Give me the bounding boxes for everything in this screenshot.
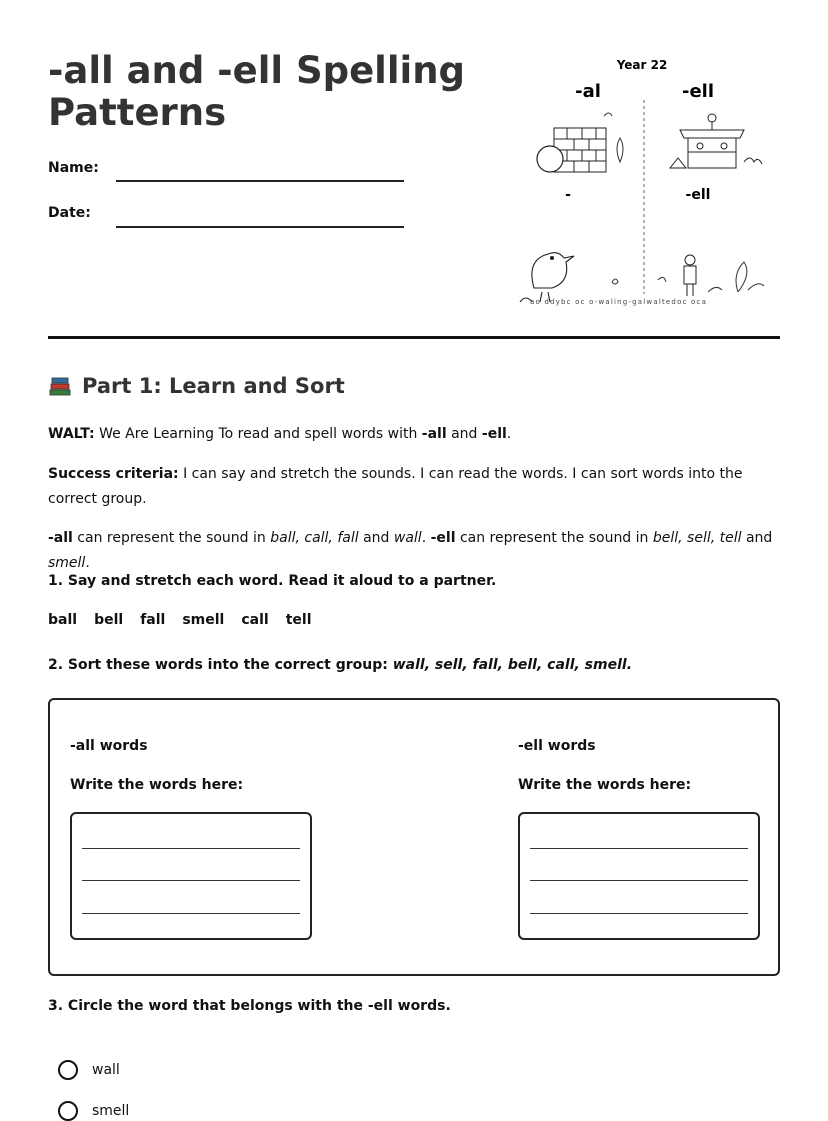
success-body: I can say and stretch the sounds. I can read the words. I can sort words into the correct group. [48, 466, 743, 507]
rep-and-1: and [358, 530, 394, 546]
radio-circle[interactable] [58, 1060, 78, 1080]
word-item: bell [94, 612, 124, 628]
sort-box [48, 698, 780, 976]
bird-icon [520, 253, 574, 302]
market-stall-icon [670, 114, 762, 168]
part1-title-text: Part 1: Learn and Sort [82, 374, 345, 398]
illus-year-label: Year 22 [616, 58, 668, 72]
question-3-prompt: 3. Circle the word that belongs with the -ell words. [48, 998, 451, 1014]
option-wall[interactable] [58, 1060, 120, 1080]
success-criteria [48, 462, 783, 512]
books-icon [48, 375, 72, 397]
walt-end: . [506, 426, 512, 442]
word-item: smell [182, 612, 225, 628]
write-line [82, 913, 300, 914]
success-label: Success criteria: [48, 466, 179, 482]
header-illustration [512, 52, 772, 308]
rep-text-1: can represent the sound in [72, 530, 271, 546]
rep-text-2: can represent the sound in [455, 530, 653, 546]
date-line[interactable] [116, 226, 404, 228]
child-figure-icon [684, 255, 696, 296]
illus-left-sub: - [565, 187, 571, 203]
sound-representation-text [48, 526, 783, 576]
question-2-prefix: 2. Sort these words into the correct group: [48, 657, 393, 673]
rep-ell-words: bell, sell, tell [652, 530, 742, 546]
illus-footer-text: ao ddybc oc o-waling-galwaltedoc oca [530, 298, 708, 306]
illus-right-sub: -ell [685, 187, 711, 203]
all-words-heading: -all words [70, 738, 148, 754]
option-smell[interactable] [58, 1101, 129, 1121]
write-line [530, 913, 748, 914]
all-words-write-box[interactable] [70, 812, 312, 940]
ell-words-write-box[interactable] [518, 812, 760, 940]
question-2-words: wall, sell, fall, bell, call, smell. [392, 657, 633, 673]
word-item: tell [285, 612, 312, 628]
ell-write-label: Write the words here: [518, 777, 692, 793]
header-divider [48, 336, 780, 339]
rep-ell: -ell [430, 530, 456, 546]
write-line [82, 880, 300, 881]
write-line [530, 848, 748, 849]
option-label: wall [92, 1062, 120, 1078]
question-1-prompt: 1. Say and stretch each word. Read it aloud to a partner. [48, 573, 497, 589]
walt-text [48, 422, 783, 447]
rep-dot-1: . [421, 530, 431, 546]
name-label: Name: [48, 160, 99, 176]
ell-words-heading: -ell words [518, 738, 596, 754]
word-list [48, 612, 312, 628]
question-2-prompt [48, 657, 632, 673]
part1-title [48, 374, 345, 398]
word-item: call [241, 612, 269, 628]
ball-icon [537, 146, 563, 172]
rep-and-2: and [741, 530, 773, 546]
rep-wall: wall [393, 530, 422, 546]
name-line[interactable] [116, 180, 404, 182]
walt-ell: -ell [481, 426, 507, 442]
rep-all: -all [48, 530, 73, 546]
word-item: ball [48, 612, 78, 628]
word-item: fall [140, 612, 166, 628]
walt-body: We Are Learning To read and spell words with [94, 426, 422, 442]
walt-and: and [446, 426, 482, 442]
page-title [48, 50, 468, 134]
illus-left-heading: -al [575, 81, 601, 102]
date-label: Date: [48, 205, 91, 221]
rep-dot-2: . [85, 555, 90, 571]
walt-all: -all [421, 426, 447, 442]
write-line [530, 880, 748, 881]
radio-circle[interactable] [58, 1101, 78, 1121]
walt-label: WALT: [48, 426, 95, 442]
all-write-label: Write the words here: [70, 777, 244, 793]
illus-right-heading: -ell [681, 81, 715, 102]
rep-smell: smell [48, 555, 86, 571]
write-line [82, 848, 300, 849]
option-label: smell [92, 1103, 130, 1119]
rep-all-words: ball, call, fall [270, 530, 359, 546]
title-line-2: Patterns [48, 91, 227, 134]
title-line-1: -all and -ell Spelling [48, 49, 466, 92]
leaf-icon [604, 113, 623, 162]
